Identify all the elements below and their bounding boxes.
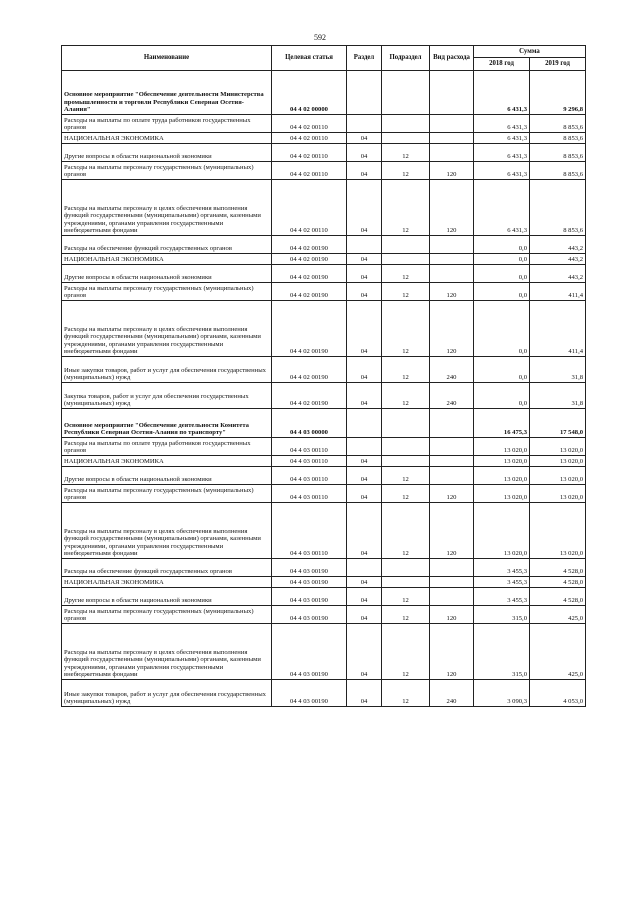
row-sum-2018: 0,0 [474, 254, 530, 265]
row-vid [430, 456, 474, 467]
row-vid [430, 577, 474, 588]
row-target-code: 04 4 03 00110 [272, 438, 347, 456]
row-name: Расходы на выплаты персоналу в целях обеспечения выполнения функций государственными (муниципальными) органами, казенными учреждениями, органами управления государственными внебюджетными фондами [62, 301, 272, 357]
row-target-code: 04 4 03 00190 [272, 577, 347, 588]
header-subsection: Подраздел [382, 46, 430, 71]
row-vid: 120 [430, 485, 474, 503]
row-name: Другие вопросы в области национальной экономики [62, 265, 272, 283]
row-section [347, 559, 382, 577]
row-vid: 120 [430, 503, 474, 559]
row-subsection [382, 133, 430, 144]
table-row [62, 357, 586, 383]
row-name: НАЦИОНАЛЬНАЯ ЭКОНОМИКА [62, 133, 272, 144]
row-subsection: 12 [382, 467, 430, 485]
row-target-code: 04 4 02 00190 [272, 357, 347, 383]
row-vid: 120 [430, 606, 474, 624]
header-sum: Сумма [474, 46, 586, 58]
table-row [62, 144, 586, 162]
row-sum-2019: 9 296,8 [530, 71, 586, 115]
row-vid: 240 [430, 357, 474, 383]
row-section: 04 [347, 485, 382, 503]
row-sum-2018: 315,0 [474, 624, 530, 680]
row-sum-2019: 13 020,0 [530, 438, 586, 456]
row-sum-2019: 8 853,6 [530, 162, 586, 180]
row-sum-2019: 4 528,0 [530, 577, 586, 588]
row-section [347, 438, 382, 456]
row-name: Расходы на выплаты персоналу государственных (муниципальных) органов [62, 283, 272, 301]
row-subsection [382, 254, 430, 265]
row-sum-2018: 13 020,0 [474, 467, 530, 485]
row-vid [430, 409, 474, 438]
row-section: 04 [347, 606, 382, 624]
row-subsection: 12 [382, 301, 430, 357]
row-name: Другие вопросы в области национальной экономики [62, 144, 272, 162]
row-sum-2019: 4 528,0 [530, 588, 586, 606]
row-sum-2019: 8 853,6 [530, 180, 586, 236]
row-section: 04 [347, 144, 382, 162]
row-vid [430, 559, 474, 577]
row-subsection: 12 [382, 383, 430, 409]
row-subsection: 12 [382, 357, 430, 383]
table-row [62, 283, 586, 301]
row-vid: 120 [430, 624, 474, 680]
row-subsection [382, 559, 430, 577]
row-target-code: 04 4 02 00190 [272, 301, 347, 357]
row-target-code: 04 4 03 00190 [272, 588, 347, 606]
table-row [62, 503, 586, 559]
row-sum-2018: 315,0 [474, 606, 530, 624]
row-subsection: 12 [382, 680, 430, 707]
row-section: 04 [347, 624, 382, 680]
row-sum-2019: 4 053,0 [530, 680, 586, 707]
row-target-code: 04 4 02 00000 [272, 71, 347, 115]
row-sum-2018: 0,0 [474, 283, 530, 301]
row-sum-2018: 0,0 [474, 383, 530, 409]
row-subsection [382, 577, 430, 588]
row-subsection [382, 115, 430, 133]
row-subsection: 12 [382, 624, 430, 680]
row-vid [430, 133, 474, 144]
row-name: НАЦИОНАЛЬНАЯ ЭКОНОМИКА [62, 254, 272, 265]
row-name: Иные закупки товаров, работ и услуг для обеспечения государственных (муниципальных) нужд [62, 680, 272, 707]
row-name: Основное мероприятие "Обеспечение деятельности Министерства промышленности и торговли Республики Северная Осетия-Алания" [62, 71, 272, 115]
row-section [347, 236, 382, 254]
table-row [62, 438, 586, 456]
row-section [347, 409, 382, 438]
row-sum-2018: 6 431,3 [474, 71, 530, 115]
row-subsection: 12 [382, 485, 430, 503]
row-name: Расходы на выплаты персоналу в целях обеспечения выполнения функций государственными (муниципальными) органами, казенными учреждениями, органами управления государственными внебюджетными фондами [62, 180, 272, 236]
row-name: Другие вопросы в области национальной экономики [62, 467, 272, 485]
row-section: 04 [347, 383, 382, 409]
row-sum-2019: 443,2 [530, 254, 586, 265]
row-vid [430, 236, 474, 254]
row-name: Расходы на выплаты персоналу в целях обеспечения выполнения функций государственными (муниципальными) органами, казенными учреждениями, органами управления государственными внебюджетными фондами [62, 503, 272, 559]
row-name: Иные закупки товаров, работ и услуг для обеспечения государственных (муниципальных) нужд [62, 357, 272, 383]
row-target-code: 04 4 03 00190 [272, 624, 347, 680]
row-sum-2018: 0,0 [474, 357, 530, 383]
header-year-2019: 2019 год [530, 58, 586, 71]
row-target-code: 04 4 02 00110 [272, 180, 347, 236]
row-vid: 240 [430, 680, 474, 707]
row-target-code: 04 4 03 00190 [272, 680, 347, 707]
row-name: НАЦИОНАЛЬНАЯ ЭКОНОМИКА [62, 456, 272, 467]
row-section: 04 [347, 467, 382, 485]
row-sum-2019: 31,8 [530, 357, 586, 383]
row-section: 04 [347, 265, 382, 283]
table-body [62, 71, 586, 707]
row-sum-2018: 6 431,3 [474, 162, 530, 180]
row-section: 04 [347, 680, 382, 707]
row-sum-2018: 13 020,0 [474, 438, 530, 456]
table-row [62, 485, 586, 503]
header-target: Целевая статья [272, 46, 347, 71]
row-subsection: 12 [382, 144, 430, 162]
row-subsection [382, 438, 430, 456]
row-vid [430, 254, 474, 265]
row-sum-2019: 8 853,6 [530, 115, 586, 133]
row-section: 04 [347, 503, 382, 559]
row-name: Расходы на выплаты по оплате труда работников государственных органов [62, 115, 272, 133]
row-sum-2018: 13 020,0 [474, 456, 530, 467]
row-target-code: 04 4 02 00190 [272, 383, 347, 409]
row-name: Основное мероприятие "Обеспечение деятельности Комитета Республики Северная Осетия-Алания по транспорту" [62, 409, 272, 438]
row-target-code: 04 4 02 00190 [272, 283, 347, 301]
row-subsection [382, 236, 430, 254]
row-name: Расходы на выплаты персоналу государственных (муниципальных) органов [62, 162, 272, 180]
row-target-code: 04 4 03 00110 [272, 456, 347, 467]
row-subsection: 12 [382, 606, 430, 624]
row-sum-2019: 13 020,0 [530, 467, 586, 485]
row-target-code: 04 4 02 00110 [272, 115, 347, 133]
row-name: Расходы на обеспечение функций государственных органов [62, 236, 272, 254]
table-row [62, 606, 586, 624]
row-subsection [382, 71, 430, 115]
row-target-code: 04 4 02 00190 [272, 265, 347, 283]
row-sum-2018: 16 475,3 [474, 409, 530, 438]
table-row [62, 180, 586, 236]
table-row [62, 254, 586, 265]
row-target-code: 04 4 02 00110 [272, 144, 347, 162]
row-vid [430, 71, 474, 115]
row-sum-2018: 0,0 [474, 236, 530, 254]
header-vid: Вид расхода [430, 46, 474, 71]
row-sum-2019: 443,2 [530, 236, 586, 254]
row-sum-2019: 13 020,0 [530, 456, 586, 467]
row-target-code: 04 4 02 00110 [272, 162, 347, 180]
row-subsection: 12 [382, 265, 430, 283]
row-sum-2018: 0,0 [474, 301, 530, 357]
row-section: 04 [347, 133, 382, 144]
row-subsection [382, 409, 430, 438]
row-vid: 120 [430, 162, 474, 180]
row-target-code: 04 4 03 00110 [272, 467, 347, 485]
table-row [62, 456, 586, 467]
page-number: 592 [314, 33, 326, 42]
row-sum-2018: 6 431,3 [474, 180, 530, 236]
table-row [62, 301, 586, 357]
row-name: Расходы на выплаты персоналу государственных (муниципальных) органов [62, 485, 272, 503]
table-row [62, 133, 586, 144]
row-section: 04 [347, 301, 382, 357]
row-sum-2019: 425,0 [530, 606, 586, 624]
row-subsection: 12 [382, 283, 430, 301]
row-vid [430, 438, 474, 456]
row-section: 04 [347, 180, 382, 236]
row-vid [430, 467, 474, 485]
row-sum-2018: 13 020,0 [474, 503, 530, 559]
row-target-code: 04 4 02 00190 [272, 254, 347, 265]
row-name: Закупка товаров, работ и услуг для обеспечения государственных (муниципальных) нужд [62, 383, 272, 409]
row-vid [430, 265, 474, 283]
row-sum-2019: 4 528,0 [530, 559, 586, 577]
row-subsection: 12 [382, 588, 430, 606]
row-sum-2018: 6 431,3 [474, 144, 530, 162]
row-vid [430, 115, 474, 133]
budget-table [61, 45, 586, 707]
header-year-2018: 2018 год [474, 58, 530, 71]
row-sum-2019: 17 548,0 [530, 409, 586, 438]
row-sum-2019: 13 020,0 [530, 485, 586, 503]
row-vid [430, 144, 474, 162]
table-row [62, 680, 586, 707]
table-row [62, 624, 586, 680]
row-sum-2019: 8 853,6 [530, 144, 586, 162]
row-section: 04 [347, 588, 382, 606]
row-sum-2019: 31,8 [530, 383, 586, 409]
header-name: Наименование [62, 46, 272, 71]
row-target-code: 04 4 03 00190 [272, 559, 347, 577]
row-subsection: 12 [382, 180, 430, 236]
row-target-code: 04 4 02 00110 [272, 133, 347, 144]
row-sum-2019: 443,2 [530, 265, 586, 283]
table-row [62, 162, 586, 180]
header-section: Раздел [347, 46, 382, 71]
table-row [62, 236, 586, 254]
row-target-code: 04 4 02 00190 [272, 236, 347, 254]
row-sum-2018: 3 455,3 [474, 588, 530, 606]
table-row [62, 467, 586, 485]
row-vid: 120 [430, 301, 474, 357]
row-subsection [382, 456, 430, 467]
row-section: 04 [347, 357, 382, 383]
row-section [347, 115, 382, 133]
row-name: Расходы на выплаты персоналу государственных (муниципальных) органов [62, 606, 272, 624]
row-name: НАЦИОНАЛЬНАЯ ЭКОНОМИКА [62, 577, 272, 588]
table-row [62, 409, 586, 438]
row-name: Расходы на обеспечение функций государственных органов [62, 559, 272, 577]
row-sum-2019: 425,0 [530, 624, 586, 680]
row-sum-2018: 3 455,3 [474, 577, 530, 588]
table-row [62, 577, 586, 588]
row-subsection: 12 [382, 503, 430, 559]
row-sum-2019: 411,4 [530, 301, 586, 357]
table-row [62, 265, 586, 283]
table-row [62, 588, 586, 606]
row-section: 04 [347, 254, 382, 265]
row-sum-2018: 3 455,3 [474, 559, 530, 577]
row-sum-2018: 3 090,3 [474, 680, 530, 707]
row-name: Другие вопросы в области национальной экономики [62, 588, 272, 606]
row-vid: 120 [430, 283, 474, 301]
row-sum-2018: 13 020,0 [474, 485, 530, 503]
row-target-code: 04 4 03 00110 [272, 503, 347, 559]
row-subsection: 12 [382, 162, 430, 180]
row-section [347, 71, 382, 115]
row-sum-2019: 13 020,0 [530, 503, 586, 559]
table-row [62, 383, 586, 409]
row-sum-2019: 411,4 [530, 283, 586, 301]
row-name: Расходы на выплаты по оплате труда работников государственных органов [62, 438, 272, 456]
row-vid: 120 [430, 180, 474, 236]
row-sum-2018: 6 431,3 [474, 133, 530, 144]
table-row [62, 559, 586, 577]
row-vid: 240 [430, 383, 474, 409]
row-section: 04 [347, 456, 382, 467]
row-sum-2018: 0,0 [474, 265, 530, 283]
row-section: 04 [347, 283, 382, 301]
row-sum-2019: 8 853,6 [530, 133, 586, 144]
table-row [62, 71, 586, 115]
row-target-code: 04 4 03 00110 [272, 485, 347, 503]
row-sum-2018: 6 431,3 [474, 115, 530, 133]
row-section: 04 [347, 162, 382, 180]
row-target-code: 04 4 03 00000 [272, 409, 347, 438]
row-target-code: 04 4 03 00190 [272, 606, 347, 624]
table-row [62, 115, 586, 133]
row-vid [430, 588, 474, 606]
row-name: Расходы на выплаты персоналу в целях обеспечения выполнения функций государственными (муниципальными) органами, казенными учреждениями, органами управления государственными внебюджетными фондами [62, 624, 272, 680]
row-section: 04 [347, 577, 382, 588]
